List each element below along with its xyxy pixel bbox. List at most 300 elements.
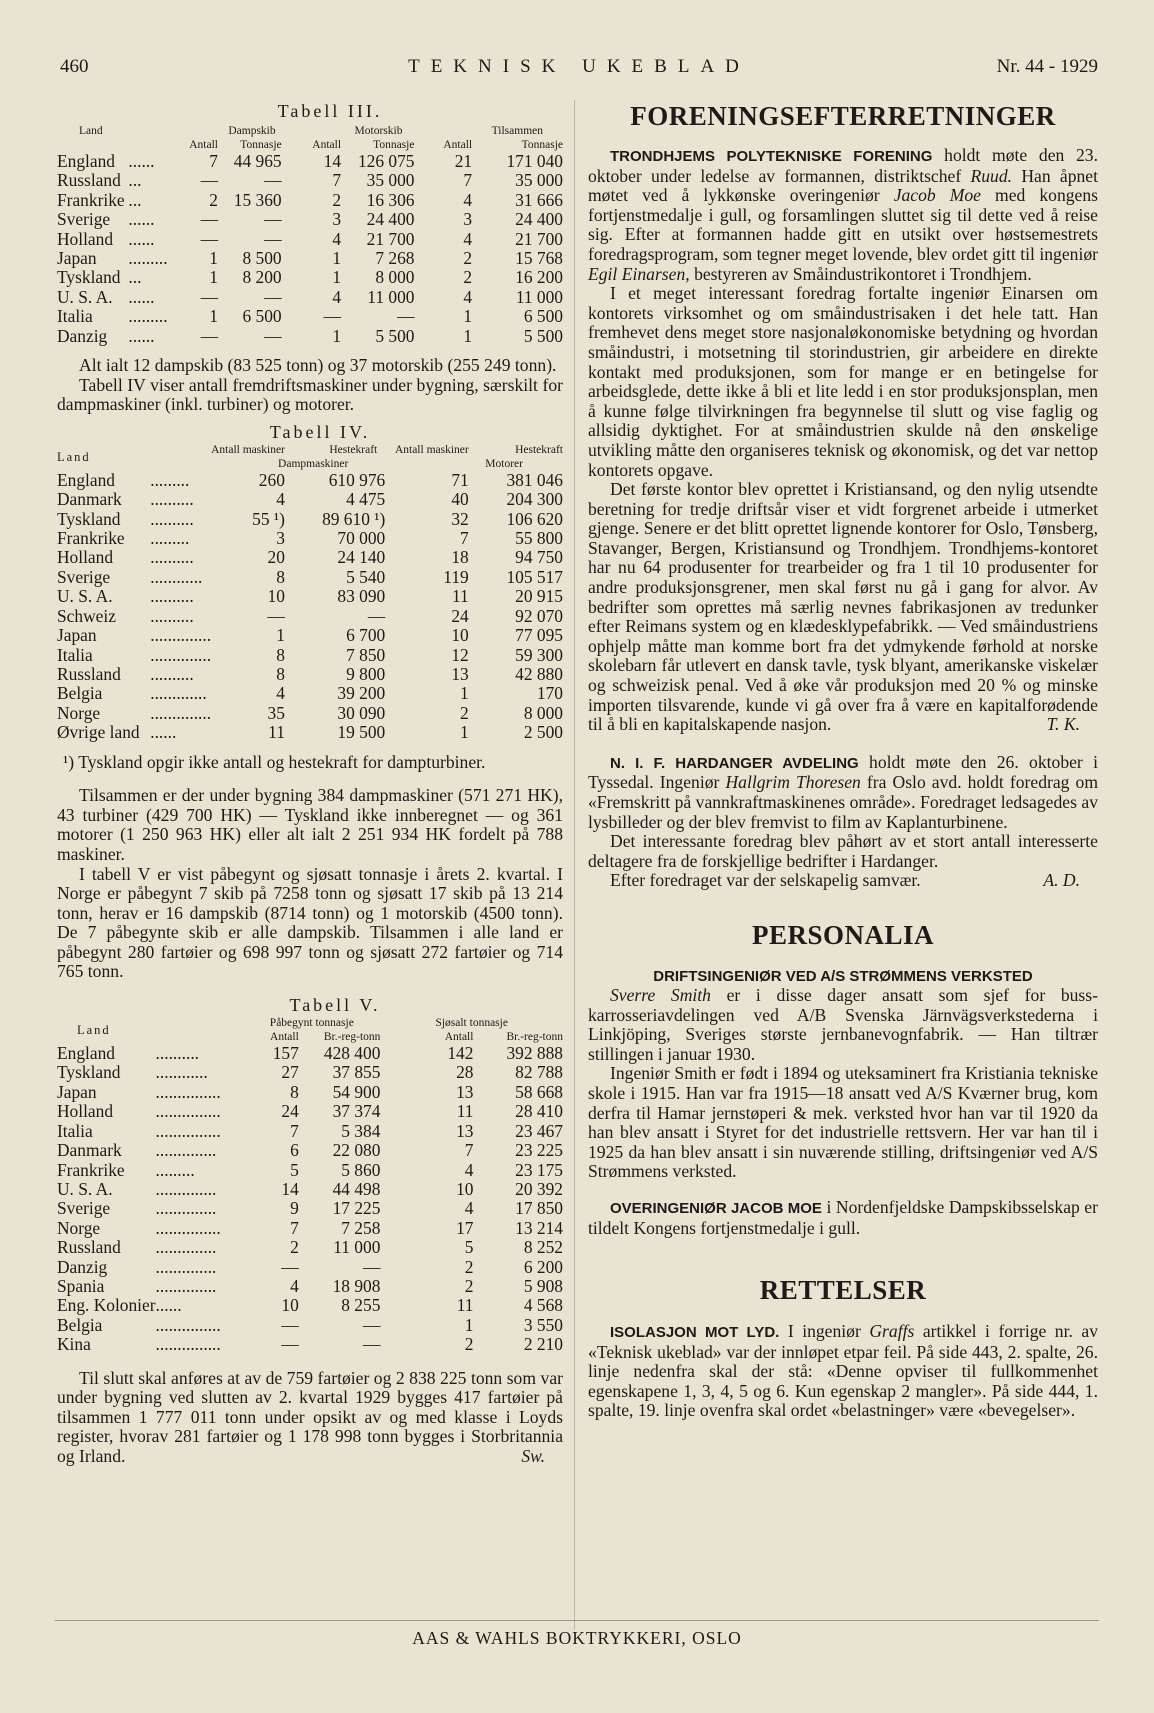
moe-paragraph [588, 1198, 1098, 1238]
tabell5-value: 10 [281, 1295, 299, 1316]
tabell3-country: Russland [57, 170, 121, 191]
rettelser-heading: ISOLASJON MOT LYD. [610, 1324, 780, 1342]
tabell4-value: 39 200 [337, 683, 386, 704]
tabell5-country: U. S. A. [57, 1178, 113, 1199]
tabell3-value: — [200, 325, 218, 346]
signature: Sw. [521, 1445, 545, 1466]
tabell5-value: — [281, 1334, 299, 1355]
tabell3-value: 1 [463, 306, 473, 327]
tabell3-row [57, 307, 563, 326]
tabell5-leader-dots: ............... [155, 1314, 221, 1335]
tabell3-group-damp: Dampskib [228, 125, 276, 137]
tabell4-row [57, 684, 563, 703]
tabell3-value: 4 [463, 228, 473, 249]
tabell4-value: 6 700 [346, 625, 386, 646]
tabell5-leader-dots: .......... [155, 1043, 200, 1064]
tabell5-body [57, 1044, 563, 1355]
tabell3-value: 4 [332, 228, 342, 249]
tabell5-value: 10 [456, 1178, 474, 1199]
tabell5-row [57, 1199, 563, 1218]
tabell3-value: 11 000 [367, 286, 415, 307]
tabell5-value: 22 080 [332, 1140, 381, 1161]
tabell5 [57, 1016, 563, 1355]
tabell4-value: 94 750 [515, 547, 563, 568]
tabell5-value: 37 374 [332, 1101, 381, 1122]
tabell4-country: Frankrike [57, 528, 125, 549]
tabell5-subcol: Antall [444, 1031, 474, 1044]
tabell4-value: 11 [451, 586, 469, 607]
tabell3-value: 11 000 [515, 286, 563, 307]
tabell5-country: Holland [57, 1101, 114, 1122]
tabell4-row [57, 529, 563, 548]
tabell4-leader-dots: ............ [150, 566, 203, 587]
tabell3-value: 2 [463, 267, 473, 288]
tabell5-value: 14 [281, 1178, 299, 1199]
tabell3-leader-dots: ......... [128, 306, 168, 327]
tabell5-subcol: Br.-reg-tonn [323, 1031, 381, 1044]
tabell5-value: 9 [290, 1198, 299, 1219]
person-name: Hallgrim Thoresen [725, 772, 861, 793]
text-run: fra Oslo avd. holdt foredrag om «Fremskritt på vannkraftmaskinenes område». Foredraget ledsagedes av lysbilleder og der blev fremvist to film av Kaplanturbinene. [588, 772, 1099, 832]
tabell4-header: Antall maskiner [211, 443, 285, 456]
tabell5-country: Norge [57, 1217, 101, 1238]
nif-paragraph-2: Det interessante foredrag blev påhørt av et stort antall interesserte deltagere fra de forskjellige bedrifter i Hardanger. [588, 831, 1098, 871]
tabell5-leader-dots: ............... [155, 1217, 221, 1238]
tabell5-value: 2 [464, 1334, 474, 1355]
tabell5-value: 4 [464, 1198, 474, 1219]
tabell3-row [57, 230, 563, 249]
tabell4-leader-dots: .......... [150, 508, 194, 529]
tabell4-value: 24 140 [337, 547, 386, 568]
tabell3-value: 7 [332, 170, 342, 191]
printer-imprint: AAS & WAHLS BOKTRYKKERI, OSLO [412, 1628, 742, 1648]
tabell4-value: 8 [276, 663, 285, 684]
tabell3-subcol: Antall [189, 139, 218, 151]
tabell3-subcol: Tonnasje [240, 139, 282, 151]
tabell5-value: 13 214 [515, 1217, 563, 1238]
issue-number: Nr. 44 - 1929 [996, 56, 1098, 77]
tabell5-value: 7 [290, 1217, 299, 1238]
tabell5-group: Påbegynt tonnasje [269, 1017, 354, 1030]
tabell5-leader-dots: .............. [155, 1237, 217, 1258]
tabell3-subcol: Tonnasje [521, 139, 563, 151]
tabell4-country: Norge [57, 702, 101, 723]
tabell3-value: — [323, 306, 342, 327]
tabell4-value: 119 [443, 566, 469, 587]
tabell3-value: 1 [209, 267, 218, 288]
tabell3-subcol: Antall [312, 139, 342, 151]
tabell3-row [57, 210, 563, 229]
tabell4-row [57, 723, 563, 742]
tabell3-value: 4 [332, 286, 342, 307]
tabell5-value: 17 [456, 1217, 474, 1238]
tabell4-row [57, 568, 563, 587]
tabell3-value: 44 965 [233, 151, 282, 171]
tabell3-row [57, 327, 563, 346]
tabell4-row [57, 587, 563, 606]
tabell3-value: 1 [332, 325, 342, 346]
tabell5-row [57, 1102, 563, 1121]
paragraph-tabell5-intro: I tabell V er vist påbegynt og sjøsatt tonnasje i årets 2. kvartal. I Norge er påbegynt 7 skib på 7258 tonn og sjøsatt 17 skib på 13 214 tonn, herav er 16 dampskib (8714 tonn) og 1 motorskib (4500 tonn). De 7 påbegynte skib er alle dampskib. Tilsammen i alle land er påbegynt 280 fartøier og 698 997 tonn og sjøsatt 272 fartøier og 714 765 tonn. [57, 863, 563, 982]
tabell3-row [57, 171, 563, 190]
tabell3-country: Japan [57, 248, 97, 269]
tabell4-value: 12 [451, 644, 469, 665]
tabell3-value: — [264, 325, 282, 346]
tabell4-value: 1 [460, 683, 469, 704]
tabell4-row [57, 626, 563, 645]
tabell5-country: England [57, 1043, 115, 1064]
tabell4-value: 8 000 [523, 702, 563, 723]
tabell4-value: 8 [276, 644, 285, 665]
tabell5-value: 1 [464, 1314, 474, 1335]
column-divider [574, 100, 575, 1630]
tabell3-value: 21 700 [366, 228, 415, 249]
footnote: ¹) Tyskland opgir ikke antall og hestekraft for dampturbiner. [63, 751, 486, 772]
tabell3-row [57, 288, 563, 307]
trondhjem-paragraph-3 [588, 480, 1098, 735]
tabell3-value: 5 500 [375, 325, 415, 346]
tabell4-value: 83 090 [337, 586, 386, 607]
tabell4-leader-dots: .............. [150, 625, 212, 646]
tabell5-subcol: Antall [270, 1031, 299, 1044]
tabell5-country: Tyskland [57, 1062, 121, 1083]
tabell3-value: — [200, 170, 218, 191]
tabell4-value: 204 300 [506, 489, 563, 510]
tabell5-row [57, 1161, 563, 1180]
tabell5-value: 5 [464, 1237, 474, 1258]
tabell4-row [57, 607, 563, 626]
tabell3-country: Frankrike [57, 189, 125, 210]
paragraph-totals: Alt ialt 12 dampskib (83 525 tonn) og 37 motorskib (255 249 tonn). [79, 355, 557, 376]
tabell5-value: 17 225 [332, 1198, 381, 1219]
tabell5-value: 24 [281, 1101, 299, 1122]
tabell4-header: Hestekraft [329, 443, 378, 456]
tabell4-value: 4 [276, 489, 285, 510]
tabell3-value: 24 400 [366, 209, 415, 230]
tabell3-value: — [200, 228, 218, 249]
tabell3-row [57, 152, 563, 171]
tabell3-value: 5 500 [523, 325, 563, 346]
nif-paragraph-1 [588, 753, 1098, 832]
tabell5-group: Sjøsalt tonnasje [435, 1017, 508, 1030]
tabell5-value: 23 175 [515, 1159, 563, 1180]
tabell5-value: 28 410 [515, 1101, 563, 1122]
tabell3-group-motor: Motorskib [354, 125, 403, 137]
tabell4-value: 106 620 [506, 508, 563, 529]
tabell5-country: Kina [57, 1334, 91, 1355]
tabell5-value: 2 [464, 1275, 474, 1296]
tabell4 [57, 443, 563, 743]
tabell4-land-header: Land [57, 449, 91, 464]
tabell3-group-total: Tilsammen [491, 125, 543, 137]
tabell4-group: Dampmaskiner [278, 457, 349, 470]
tabell5-value: 18 908 [332, 1275, 381, 1296]
tabell5-row [57, 1063, 563, 1082]
tabell4-country: Japan [57, 625, 97, 646]
tabell4-value: 381 046 [506, 469, 563, 490]
tabell3-value: 4 [463, 286, 473, 307]
tabell5-row [57, 1180, 563, 1199]
tabell3-row [57, 268, 563, 287]
tabell3-value: 21 700 [515, 228, 563, 249]
text-run: er i disse dager ansatt som sjef for buss-karrosseriavdelingen ved A/B Svenska Järnvägsverkstederna i Linkjöping, Sveriges største jernbanevognfabrik. — Han tiltrær stillingen i januar 1930. [588, 984, 1098, 1064]
tabell4-row [57, 510, 563, 529]
tabell3-country: U. S. A. [57, 286, 113, 307]
tabell5-value: 4 [464, 1159, 474, 1180]
tabell5-value: 142 [447, 1043, 474, 1064]
tabell4-value: 3 [276, 528, 285, 549]
trondhjem-paragraph-1 [588, 146, 1098, 284]
tabell5-country: Eng. Kolonier [57, 1295, 156, 1316]
tabell4-value: 55 800 [515, 528, 563, 549]
trondhjem-heading: TRONDHJEMS POLYTEKNISKE FORENING [610, 148, 933, 165]
tabell5-country: Danmark [57, 1140, 122, 1161]
tabell5-country: Italia [57, 1120, 93, 1141]
tabell5-value: 13 [456, 1081, 474, 1102]
tabell5-subcol: Br.-reg-tonn [506, 1031, 563, 1044]
tabell5-value: 6 [290, 1140, 299, 1161]
tabell4-value: 8 [276, 566, 285, 587]
tabell4-leader-dots: .......... [150, 605, 194, 626]
tabell3-value: 1 [209, 248, 218, 269]
tabell5-country: Russland [57, 1237, 121, 1258]
tabell3-value: 1 [209, 306, 218, 327]
tabell4-country: Italia [57, 644, 93, 665]
tabell5-value: — [281, 1314, 299, 1335]
tabell5-value: 2 [464, 1256, 474, 1277]
tabell4-value: 35 [267, 702, 285, 723]
tabell4-value: 9 800 [346, 663, 386, 684]
tabell4-row [57, 471, 563, 490]
tabell5-value: 7 [464, 1140, 474, 1161]
tabell4-value: 55 ¹) [252, 508, 285, 529]
text-run: holdt møte den 26. oktober i Tyssedal. Ingeniør [588, 751, 1098, 793]
tabell5-value: 7 [290, 1120, 299, 1141]
tabell5-value: 58 668 [515, 1081, 563, 1102]
person-name: Ruud. [970, 165, 1013, 186]
tabell4-value: 7 850 [346, 644, 386, 665]
tabell4-value: 105 517 [506, 566, 563, 587]
text-run: Efter foredraget var der selskapelig samvær. [610, 870, 921, 891]
tabell4-value: 10 [267, 586, 285, 607]
tabell3-value: 2 [332, 189, 342, 210]
tabell5-row [57, 1238, 563, 1257]
tabell4-value: 4 475 [346, 489, 386, 510]
tabell3-value: 15 768 [515, 248, 563, 269]
tabell5-value: 5 860 [341, 1159, 381, 1180]
tabell3-value: 2 [209, 189, 218, 210]
tabell4-value: 30 090 [337, 702, 386, 723]
tabell4-leader-dots: .......... [150, 547, 194, 568]
tabell3-value: 31 666 [515, 189, 563, 210]
tabell5-leader-dots: ............... [155, 1081, 221, 1102]
tabell4-value: 10 [451, 625, 469, 646]
tabell4-country: Holland [57, 547, 114, 568]
tabell3-value: 3 [463, 209, 473, 230]
tabell5-value: 11 [456, 1295, 474, 1316]
tabell4-row [57, 548, 563, 567]
tabell4-country: Tyskland [57, 508, 121, 529]
tabell3-value: — [264, 170, 282, 191]
tabell4-leader-dots: ......... [150, 528, 190, 549]
tabell4-value: 20 915 [515, 586, 563, 607]
text-run: holdt møte den 23. oktober under ledelse av formannen, distriktschef [588, 145, 1098, 186]
tabell5-value: 23 467 [515, 1120, 563, 1141]
tabell5-leader-dots: ............... [155, 1120, 221, 1141]
text-run: med kongens fortjenstmedalje i gull, og forsamlingen sluttet sig til dette ved å reise sig. Efter at formannen hadde gitt en utsikt over høstsemestrets foredragsprogram, som tegner meget lovende, blev ordet gitt til ingeniør [588, 185, 1099, 264]
tabell5-value: 8 255 [341, 1295, 381, 1316]
tabell4-value: 40 [451, 489, 469, 510]
text-run: Han åpnet møtet ved å lykkønske overingeniør [588, 165, 1098, 206]
tabell4-value: 1 [276, 625, 285, 646]
tabell4-country: Sverige [57, 566, 111, 587]
tabell4-leader-dots: ............. [150, 683, 207, 704]
tabell5-row [57, 1219, 563, 1238]
tabell5-value: — [363, 1314, 381, 1335]
tabell4-value: 7 [460, 528, 469, 549]
tabell4-leader-dots: .......... [150, 663, 194, 684]
tabell5-leader-dots: ............... [155, 1101, 221, 1122]
tabell5-row [57, 1335, 563, 1354]
text-run: i Nordenfjeldske Dampskibsselskap er tildelt Kongens fortjenstmedalje i gull. [588, 1196, 1098, 1238]
section-title-foreningsnytt: FORENINGSEFTERRETNINGER [630, 101, 1056, 131]
tabell3-subcol: Tonnasje [373, 139, 415, 151]
tabell3-leader-dots: ...... [128, 286, 155, 307]
tabell3-value: — [264, 286, 282, 307]
tabell4-value: 59 300 [515, 644, 563, 665]
tabell5-value: 11 [456, 1101, 474, 1122]
tabell5-caption: Tabell V. [289, 995, 381, 1016]
tabell4-leader-dots: .......... [150, 586, 194, 607]
tabell3-leader-dots: ... [128, 267, 142, 288]
tabell4-value: 1 [460, 722, 469, 743]
smith-paragraph-2: Ingeniør Smith er født i 1894 og uteksaminert fra Kristiania tekniske skole i 1915. Han var fra 1915—18 ansatt ved A/S Kværner brug, kom derfra til Hamar jernstøperi & mek. verksted hvor han var til 1920 da han blev ansatt i Styret for det industrielle rettsvern. Her var han til i 1925 da han blev ansatt i sin nuværende stilling, driftsingeniør ved A/S Strømmens verksted. [588, 1063, 1098, 1182]
tabell5-value: 4 568 [523, 1295, 563, 1316]
tabell5-country: Frankrike [57, 1159, 125, 1180]
tabell5-value: 54 900 [332, 1081, 381, 1102]
tabell4-header: Hestekraft [515, 443, 563, 456]
person-name: Egil Einarsen, [588, 263, 690, 284]
tabell4-value: 170 [536, 683, 563, 704]
tabell5-value: 23 225 [515, 1140, 563, 1161]
tabell3-caption: Tabell III. [277, 101, 383, 121]
tabell5-leader-dots: .............. [155, 1275, 217, 1296]
tabell3-body [57, 152, 563, 346]
tabell5-value: 5 908 [523, 1275, 563, 1296]
tabell3-country: Tyskland [57, 267, 121, 288]
rettelser-paragraph [588, 1322, 1098, 1421]
tabell5-value: — [363, 1334, 381, 1355]
text-run: Det første kontor blev oprettet i Kristiansand, og den nylig utsendte beretning for tredje driftsår viser et vidt forgrenet arbeide i utmerket gjenge. Senere er det blitt oprettet lignende kontorer for Oslo, Tønsberg, Stavanger, Bergen, Kristiansund og Trondhjem. Trondhjems-kontoret har nu 64 produsenter for trearbeider og fra 1 til 10 produsenter for andre produksjonsgrener, men skal først nu gå i gang for alvor. Av bedrifter som oprettes må særlig nevnes fabrikasjonen av tredunker efter Reimans system og en klædesklypefabrikk. — Ved småindustriens ophjelp måtte man komme bort fra det ydmykende førhold at norske skolebarn får utlevert en dansk tavle, tysk blyant, amerikanske viskelær og schweizisk penal. Ved å øke vår produksjon med 20 % og minske importen tilsvarende, kunde vi gå over fra å være en kapitalforødende til å bli en kapitalskapende nasjon. [588, 479, 1098, 735]
tabell4-value: 610 976 [328, 469, 386, 490]
tabell5-leader-dots: .............. [155, 1140, 217, 1161]
tabell3-row [57, 249, 563, 268]
tabell3-value: 16 200 [515, 267, 563, 288]
page-number: 460 [60, 56, 89, 77]
moe-heading: OVERINGENIØR JACOB MOE [610, 1199, 822, 1217]
tabell4-value: 13 [451, 663, 469, 684]
tabell3-leader-dots: ...... [128, 325, 155, 346]
tabell3-value: 35 000 [366, 170, 415, 191]
tabell4-value: 77 095 [515, 625, 563, 646]
tabell5-value: 28 [456, 1062, 474, 1083]
nif-paragraph-3 [588, 871, 1098, 891]
tabell5-row [57, 1258, 563, 1277]
tabell5-row [57, 1044, 563, 1063]
signature: T. K. [1046, 714, 1080, 735]
tabell3-value: 16 306 [366, 189, 415, 210]
tabell5-value: — [281, 1256, 299, 1277]
tabell3-value: 6 500 [523, 306, 563, 327]
section-title-personalia: PERSONALIA [751, 919, 935, 950]
tabell3-value: 24 400 [515, 209, 563, 230]
tabell5-row [57, 1316, 563, 1335]
tabell4-value: 260 [258, 469, 285, 490]
tabell4-body [57, 471, 563, 743]
left-column [57, 100, 563, 1467]
tabell4-value: 5 540 [346, 566, 386, 587]
tabell5-country: Belgia [57, 1314, 103, 1335]
person-name: Jacob Moe [893, 185, 981, 206]
tabell5-value: 428 400 [323, 1043, 381, 1064]
tabell4-value: 18 [451, 547, 469, 568]
tabell3-value: 8 200 [242, 267, 282, 288]
tabell3-leader-dots: ...... [128, 228, 155, 249]
tabell5-country: Spania [57, 1275, 105, 1296]
tabell4-group: Motorer [485, 457, 523, 470]
lloyds-text: Til slutt skal anføres at av de 759 fartøier og 2 838 225 tonn som var under bygning ved slutten av 2. kvartal 1929 bygges 417 fartøier på tilsammen 1 777 011 tonn under opsikt av og med klasse i Loyds register, hvorav 281 fartøier og 1 178 998 tonn bygges i Storbritannia og Irland. [57, 1367, 563, 1466]
tabell4-value: 19 500 [337, 722, 386, 743]
tabell5-row [57, 1277, 563, 1296]
tabell5-country: Japan [57, 1081, 97, 1102]
tabell5-value: 5 [290, 1159, 299, 1180]
tabell3-country: Sverige [57, 209, 111, 230]
tabell4-country: Russland [57, 663, 121, 684]
tabell4-row [57, 704, 563, 723]
tabell4-value: 92 070 [515, 605, 563, 626]
tabell4-value: — [267, 605, 285, 626]
nif-heading: N. I. F. HARDANGER AVDELING [610, 754, 859, 772]
tabell3-value: 1 [332, 248, 342, 269]
tabell4-value: 71 [451, 469, 469, 490]
journal-title: TEKNISK UKEBLAD [408, 56, 750, 77]
paragraph-lloyds [57, 1369, 563, 1467]
paragraph-under-bygning: Tilsammen er der under bygning 384 dampmaskiner (571 271 HK), 43 turbiner (429 700 HK) — Tyskland ikke innberegnet — og 361 motorer (1 250 963 HK) eller alt ialt 2 251 934 HK fordelt på 788 maskiner. [57, 785, 563, 864]
tabell5-leader-dots: .............. [155, 1178, 217, 1199]
text-run: artikkel i forrige nr. av «Teknisk ukeblad» var der innløpet etpar feil. På side 443, 2. spalte, 26. linje nedenfra skal der stå: «Denne opviser til fullkommenhet egenskapene 1, 3, 4, 5 og 6. Kun egenskap 2 mangler». På side 444, 1. spalte, 19. linje ovenfra skal ordet «belastninger» være «bevegelser». [588, 1321, 1098, 1421]
person-name: Graffs [869, 1321, 915, 1342]
trondhjem-paragraph-2: I et meget interessant foredrag fortalte ingeniør Einarsen om kontorets virksomhet og om småindustrisaken i det hele tatt. Han fremhevet dens meget store nasjonaløkonomiske betydning og hvordan småindustri, i motsetning til storindustrien, gir arbeidere en direkte kontakt med produksjonen, som for mange er en betingelse for arbeidsglede, dette ikke å bli et lite ledd i en stor produksjonsplan, men å kunne følge tilvirkningen fra begynnelse til slutt og vise faglig og allsidig dyktighet. For at småindustrien skulde nå den ønskelige utvikling måtte den organiseres teknisk og økonomisk, og det var nettop kontorets opgave. [588, 283, 1098, 480]
tabell4-row [57, 490, 563, 509]
tabell5-value: 20 392 [515, 1178, 563, 1199]
tabell4-value: 11 [268, 722, 285, 743]
tabell3-value: 1 [463, 325, 473, 346]
tabell4-value: 4 [276, 683, 285, 704]
tabell3-leader-dots: ... [128, 189, 142, 210]
tabell3-value: 3 [332, 209, 342, 230]
tabell5-value: 8 252 [523, 1237, 563, 1258]
tabell5-leader-dots: ............... [155, 1334, 221, 1355]
footer-rule [55, 1620, 1099, 1621]
tabell3-value: — [200, 209, 218, 230]
person-name: Sverre Smith [610, 984, 711, 1005]
tabell3-value: 4 [463, 189, 473, 210]
tabell4-value: 20 [267, 547, 285, 568]
tabell3 [57, 124, 563, 346]
tabell5-land-header: Land [77, 1023, 111, 1038]
running-head [60, 56, 1098, 86]
tabell4-header: Antall maskiner [394, 443, 469, 456]
